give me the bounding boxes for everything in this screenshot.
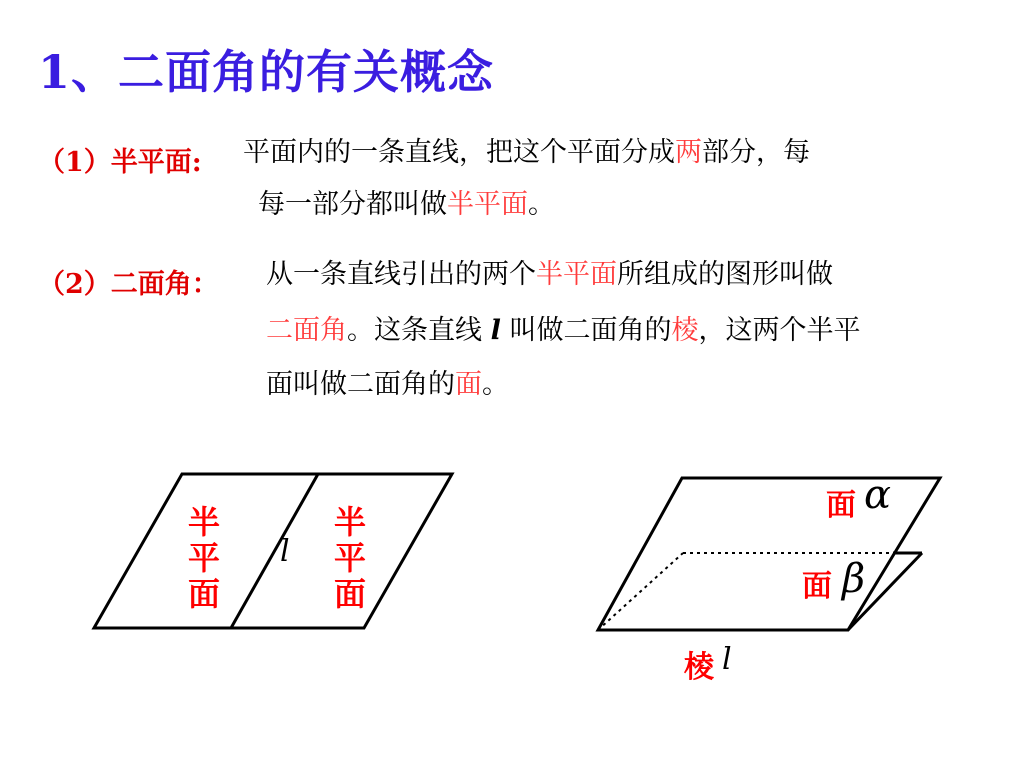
- text-span: 从一条直线引出的两个: [266, 259, 536, 290]
- char: 半: [188, 503, 221, 541]
- item2-label: （2）二面角：: [38, 269, 219, 300]
- figure2-edge-char: 棱: [684, 650, 714, 685]
- figure2-hidden-edge-left: [598, 553, 683, 630]
- figure1-right-label: [334, 504, 370, 612]
- char: 平: [188, 539, 221, 577]
- char: 面: [188, 575, 221, 613]
- edge-symbol-l: l: [490, 315, 501, 346]
- char: 面: [334, 575, 367, 613]
- highlight-dihedral-angle: 二面角: [266, 315, 347, 346]
- text-span: 每一部分都叫做: [258, 189, 447, 220]
- text-span: 所组成的图形叫做: [617, 259, 833, 290]
- figure2-beta-symbol: β: [842, 556, 866, 602]
- highlight-edge: 棱: [671, 315, 699, 346]
- highlight-half-plane: 半平面: [447, 189, 528, 220]
- highlight-two: 两: [675, 137, 702, 168]
- figure1-left-label: [188, 504, 224, 612]
- char: 平: [334, 539, 367, 577]
- text-span: 面叫做二面角的: [266, 369, 455, 400]
- text-span: 。: [482, 369, 509, 400]
- figure1-edge-label: l: [280, 534, 290, 569]
- figure1-edge-line: [231, 474, 318, 628]
- figure2-edge-symbol: l: [722, 642, 732, 677]
- page-title: 1、二面角的有关概念: [38, 45, 495, 99]
- text-span: 平面内的一条直线，把这个平面分成: [243, 137, 675, 168]
- figure2-beta-face-char: 面: [802, 569, 832, 604]
- item1-label: （1）半平面:: [38, 147, 202, 178]
- highlight-half-plane: 半平面: [536, 259, 617, 290]
- text-span: 。这条直线: [347, 315, 491, 346]
- highlight-face: 面: [455, 369, 482, 400]
- text-span: 部分，每: [702, 137, 810, 168]
- text-span: 。: [528, 189, 555, 220]
- figure2-alpha-symbol: α: [864, 472, 892, 518]
- text-span: ，这两个半平: [698, 315, 861, 346]
- text-span: 叫做二面角的: [500, 315, 672, 346]
- char: 半: [334, 503, 367, 541]
- figure2-alpha-face-char: 面: [826, 488, 856, 523]
